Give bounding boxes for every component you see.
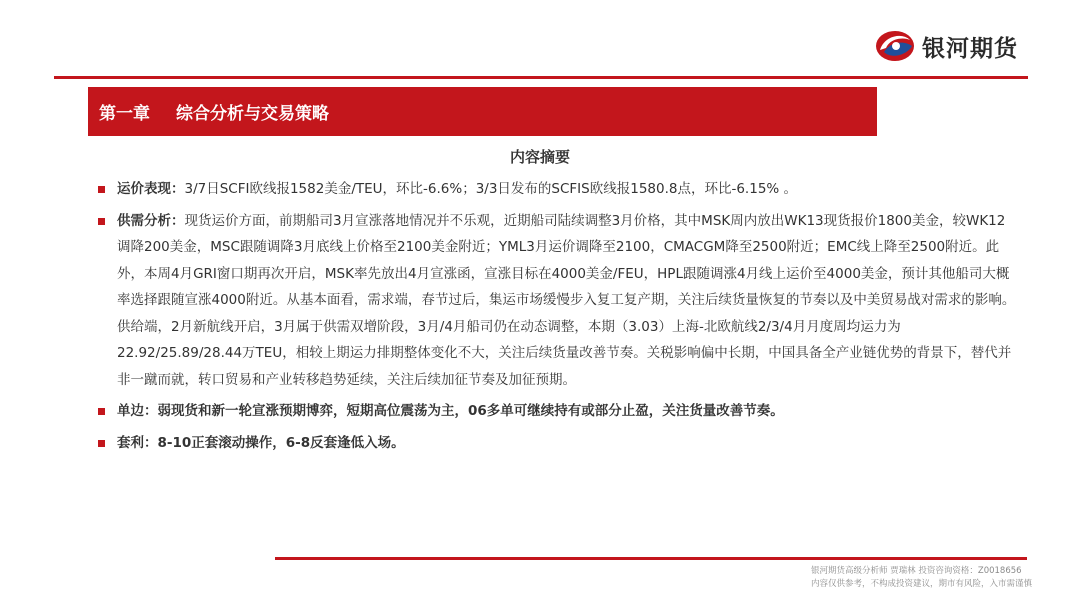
item-label: 供需分析： bbox=[117, 212, 185, 229]
chapter-number: 第一章 bbox=[99, 104, 150, 124]
item-label: 运价表现： bbox=[117, 181, 185, 197]
footer-divider bbox=[275, 557, 1027, 560]
list-item-freight-performance bbox=[98, 176, 1018, 203]
bullet-square-icon bbox=[98, 440, 105, 447]
brand-name: 银河期货 bbox=[922, 35, 1018, 62]
chapter-banner bbox=[88, 87, 877, 136]
item-text: 3/7日SCFI欧线报1582美金/TEU，环比-6.6%；3/3日发布的SCFIS欧线报1580.8点，环比-6.15% 。 bbox=[184, 181, 798, 197]
chapter-title: 综合分析与交易策略 bbox=[176, 104, 329, 124]
list-item-arbitrage bbox=[98, 430, 1018, 457]
list-item-single-side bbox=[98, 398, 1018, 425]
bullet-square-icon bbox=[98, 408, 105, 415]
risk-notice: 内容仅供参考，不构成投资建议，期市有风险，入市需谨慎 bbox=[810, 579, 1032, 589]
brand-logo bbox=[874, 28, 1018, 64]
item-label: 单边： bbox=[117, 403, 158, 419]
item-text: 8-10正套滚动操作，6-8反套逢低入场。 bbox=[157, 434, 405, 451]
summary-heading: 内容摘要 bbox=[509, 148, 570, 166]
bullet-square-icon bbox=[98, 186, 105, 193]
list-item-supply-demand bbox=[98, 208, 1018, 394]
galaxy-swirl-icon bbox=[874, 28, 916, 64]
footer-disclaimer bbox=[811, 565, 1032, 591]
item-text: 弱现货和新一轮宣涨预期博弈，短期高位震荡为主，06多单可继续持有或部分止盈，关注货量改善节奏。 bbox=[157, 403, 784, 419]
analyst-credentials: 银河期货高级分析师 贾瑞林 投资咨询资格：Z0018656 bbox=[810, 566, 1022, 576]
header-divider bbox=[54, 76, 1028, 79]
summary-list bbox=[98, 176, 1018, 461]
bullet-square-icon bbox=[98, 218, 105, 225]
item-label: 套利： bbox=[117, 434, 158, 451]
item-text: 现货运价方面，前期船司3月宣涨落地情况并不乐观，近期船司陆续调整3月价格，其中MSK周内放出WK13现货报价1800美金，较WK12调降200美金，MSC跟随调降3月底线上价格至2100美金附近；YML3月运价调降至2100，CMACGM降至2500附近；EMC线上降至2500附近。此外，本周4月GRI窗口期再次开启，MSK率先放出4月宣涨函，宣涨目标在4000美金/FEU，HPL跟随调涨4月线上运价至4000美金，预计其他船司大概率选择跟随宣涨4000附近。从基本面看，需求端，春节过后，集运市场缓慢步入复工复产期，关注后续货量恢复的节奏以及中美贸易战对需求的影响。供给端，2月新航线开启，3月属于供需双增阶段，3月/4月船司仍在动态调整，本期（3.03）上海-北欧航线2/3/4月月度周均运力为22.92/25.89/28.44万TEU，相较上期运力排期整体变化不大，关注后续货量改善节奏。关税影响偏中长期，中国具备全产业链优势的背景下，替代并非一蹴而就，转口贸易和产业转移趋势延续，关注后续加征节奏及加征预期。 bbox=[117, 212, 1016, 388]
